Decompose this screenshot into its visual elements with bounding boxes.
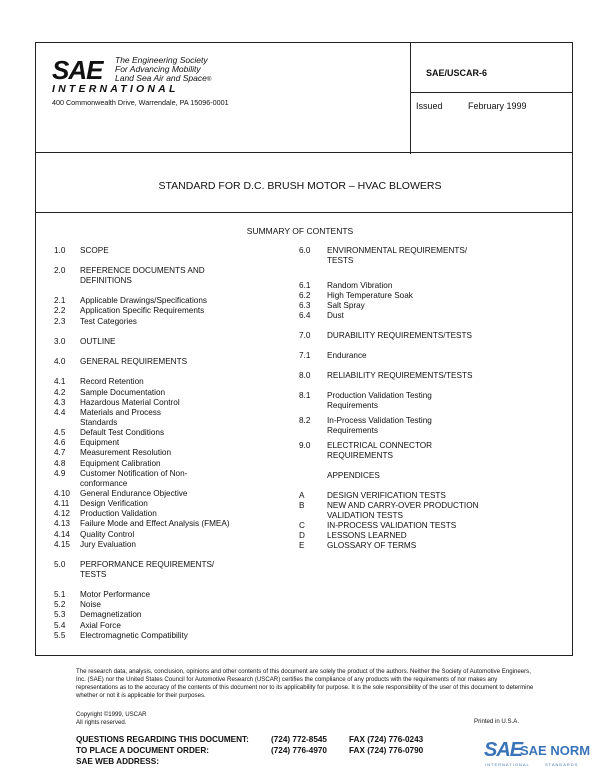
toc-entry-title bbox=[80, 428, 164, 438]
toc-entry-title bbox=[80, 631, 188, 641]
toc-entry-title bbox=[80, 448, 171, 458]
toc-entry-line: Axial Force bbox=[80, 621, 121, 630]
toc-entry-title bbox=[80, 306, 204, 316]
order-label: TO PLACE A DOCUMENT ORDER: bbox=[76, 746, 209, 755]
toc-entry-line: Requirements bbox=[327, 401, 378, 410]
toc-entry-line: GENERAL REQUIREMENTS bbox=[80, 357, 188, 366]
toc-entry-title bbox=[80, 266, 205, 286]
toc-entry-line: Quality Control bbox=[80, 530, 135, 539]
toc-entry-title bbox=[80, 519, 230, 529]
toc-entry-number: E bbox=[299, 541, 305, 550]
toc-entry-title bbox=[327, 391, 432, 411]
toc-entry-number: B bbox=[299, 501, 305, 510]
issued-label: Issued bbox=[416, 101, 443, 111]
toc-entry-title bbox=[80, 398, 180, 408]
toc-entry-line: Record Retention bbox=[80, 377, 144, 386]
toc-entry-number: 4.6 bbox=[54, 438, 66, 447]
toc-entry-number: 5.4 bbox=[54, 621, 66, 630]
toc-entry-line: Random Vibration bbox=[327, 281, 393, 290]
toc-entry-number: 4.8 bbox=[54, 459, 66, 468]
toc-entry-number: 7.0 bbox=[299, 331, 311, 340]
questions-phone: (724) 772-8545 bbox=[271, 735, 327, 744]
toc-entry-title bbox=[327, 521, 456, 531]
toc-entry-number: 6.2 bbox=[299, 291, 311, 300]
toc-entry-number: 3.0 bbox=[54, 337, 66, 346]
tagline-line: Land Sea Air and Space® bbox=[115, 73, 212, 83]
toc-entry-number: 4.7 bbox=[54, 448, 66, 457]
toc-entry-line: TESTS bbox=[80, 570, 107, 579]
toc-entry-number: 4.12 bbox=[54, 509, 70, 518]
toc-entry-line: RELIABILITY REQUIREMENTS/TESTS bbox=[327, 371, 473, 380]
toc-entry-title bbox=[80, 610, 141, 620]
sae-norm-text: SAE NORM bbox=[520, 743, 591, 758]
toc-entry-line: IN-PROCESS VALIDATION TESTS bbox=[327, 521, 457, 530]
toc-entry-number: 5.3 bbox=[54, 610, 66, 619]
toc-entry-line: Standards bbox=[80, 418, 118, 427]
sae-tagline bbox=[115, 56, 211, 85]
toc-entry-title bbox=[327, 501, 479, 521]
toc-entry-title bbox=[327, 531, 407, 541]
toc-entry-line: conformance bbox=[80, 479, 128, 488]
toc-entry-number: 2.3 bbox=[54, 317, 66, 326]
toc-entry-title bbox=[327, 331, 472, 341]
toc-entry-number: 4.10 bbox=[54, 489, 70, 498]
toc-entry-line: GLOSSARY OF TERMS bbox=[327, 541, 417, 550]
toc-entry-line: NEW AND CARRY-OVER PRODUCTION bbox=[327, 501, 479, 510]
toc-entry-line: DEFINITIONS bbox=[80, 276, 132, 285]
toc-entry-title bbox=[327, 301, 365, 311]
header-vertical-divider bbox=[410, 42, 411, 154]
sae-norm-sub-right: STANDARDS bbox=[545, 762, 579, 767]
toc-entry-line: REQUIREMENTS bbox=[327, 451, 393, 460]
toc-entry-line: Electromagnetic Compatibility bbox=[80, 631, 188, 640]
toc-entry-line: Salt Spray bbox=[327, 301, 365, 310]
toc-entry-title bbox=[80, 388, 165, 398]
toc-entry-number: 5.1 bbox=[54, 590, 66, 599]
toc-entry-line: Test Categories bbox=[80, 317, 137, 326]
toc-entry-line: Noise bbox=[80, 600, 101, 609]
registered-mark: ® bbox=[206, 77, 212, 83]
toc-entry-number: 4.0 bbox=[54, 357, 66, 366]
toc-entry-number: 5.5 bbox=[54, 631, 66, 640]
toc-entry-number: 8.1 bbox=[299, 391, 311, 400]
toc-entry-number: 4.15 bbox=[54, 540, 70, 549]
toc-entry-title bbox=[80, 540, 136, 550]
toc-entry-number: 4.3 bbox=[54, 398, 66, 407]
toc-entry-line: Requirements bbox=[327, 426, 378, 435]
toc-entry-number: C bbox=[299, 521, 305, 530]
document-number: SAE/USCAR-6 bbox=[426, 68, 488, 78]
toc-entry-number: 2.0 bbox=[54, 266, 66, 275]
toc-entry-number: 5.2 bbox=[54, 600, 66, 609]
toc-entry-line: PERFORMANCE REQUIREMENTS/ bbox=[80, 560, 215, 569]
toc-entry-title bbox=[80, 337, 116, 347]
copyright bbox=[76, 711, 147, 727]
toc-entry-line: Endurance bbox=[327, 351, 367, 360]
toc-entry-line: High Temperature Soak bbox=[327, 291, 413, 300]
toc-entry-line: Equipment bbox=[80, 438, 120, 447]
copyright-line: Copyright ©1999, USCAR bbox=[76, 711, 147, 718]
toc-entry-number: 8.2 bbox=[299, 416, 311, 425]
toc-entry-title bbox=[80, 246, 109, 256]
toc-entry-title bbox=[80, 600, 101, 610]
tagline-line: For Advancing Mobility bbox=[115, 64, 201, 74]
issued-date bbox=[416, 101, 527, 111]
toc-entry-number: 2.2 bbox=[54, 306, 66, 315]
toc-entry-line: Materials and Process bbox=[80, 408, 161, 417]
toc-entry-title bbox=[80, 357, 187, 367]
toc-entry-title bbox=[80, 560, 214, 580]
toc-entry-line: VALIDATION TESTS bbox=[327, 511, 403, 520]
toc-entry-number: 7.1 bbox=[299, 351, 311, 360]
toc-entry-title bbox=[327, 291, 413, 301]
toc-entry-number: 1.0 bbox=[54, 246, 66, 255]
toc-entry-line: Default Test Conditions bbox=[80, 428, 165, 437]
toc-entry-number: A bbox=[299, 491, 305, 500]
disclaimer: The research data, analysis, conclusion, opinions and other contents of this document are solely the product of the authors. Neither the Society of Automotive Engineers, Inc. (SAE) nor the United States Council for Automotive Research (USCAR) certifies the compliance of any products with the requirements of nor makes any representations as to the accuracy of the contents of this document nor to its applicability for purpose. It is the sole responsibility of the user of this document to determine whether or not it is applicable for their purposes. bbox=[76, 668, 534, 699]
sae-norm-sub-left: INTERNATIONAL bbox=[485, 762, 530, 767]
toc-entry-line: SCOPE bbox=[80, 246, 109, 255]
toc-entry-line: ENVIRONMENTAL REQUIREMENTS/ bbox=[327, 246, 468, 255]
toc-entry-line: Production Validation bbox=[80, 509, 157, 518]
toc-entry-number: 4.1 bbox=[54, 377, 66, 386]
toc-entry-number: 2.1 bbox=[54, 296, 66, 305]
sae-norm-mark: SAE bbox=[484, 739, 523, 761]
toc-entry-number: 6.0 bbox=[299, 246, 311, 255]
toc-entry-line: OUTLINE bbox=[80, 337, 116, 346]
toc-entry-number: 6.3 bbox=[299, 301, 311, 310]
toc-entry-title bbox=[80, 408, 161, 428]
toc-entry-number: 8.0 bbox=[299, 371, 311, 380]
toc-entry-title bbox=[327, 246, 467, 266]
toc-entry-line: Dust bbox=[327, 311, 344, 320]
toc-entry-title bbox=[80, 530, 134, 540]
sae-logo: SAE bbox=[52, 55, 103, 85]
copyright-line: All rights reserved. bbox=[76, 719, 127, 726]
toc-entry-title bbox=[80, 438, 119, 448]
toc-entry-title bbox=[327, 311, 344, 321]
toc-entry-title bbox=[80, 590, 150, 600]
summary-heading: SUMMARY OF CONTENTS bbox=[246, 226, 354, 236]
toc-entry-line: Sample Documentation bbox=[80, 388, 166, 397]
toc-entry-title bbox=[80, 621, 121, 631]
toc-entry-line: ELECTRICAL CONNECTOR bbox=[327, 441, 433, 450]
toc-entry-title bbox=[80, 489, 187, 499]
toc-entry-line: Production Validation Testing bbox=[327, 391, 432, 400]
international-wordmark: INTERNATIONAL bbox=[52, 83, 179, 95]
toc-entry-line: REFERENCE DOCUMENTS AND bbox=[80, 266, 205, 275]
toc-entry-title bbox=[327, 416, 432, 436]
toc-entry-line: Jury Evaluation bbox=[80, 540, 136, 549]
questions-fax: FAX (724) 776-0243 bbox=[349, 735, 424, 744]
toc-entry-number: 4.11 bbox=[54, 499, 70, 508]
toc-entry-title bbox=[327, 281, 392, 291]
toc-entry-number: 4.4 bbox=[54, 408, 66, 417]
toc-entry-number: 4.5 bbox=[54, 428, 66, 437]
toc-entry-line: DESIGN VERIFICATION TESTS bbox=[327, 491, 446, 500]
toc-entry-title bbox=[80, 317, 137, 327]
toc-entry-title bbox=[80, 499, 148, 509]
toc-entry-title bbox=[327, 441, 432, 461]
header-divider bbox=[35, 152, 573, 153]
toc-entry-line: Demagnetization bbox=[80, 610, 142, 619]
document-title: STANDARD FOR D.C. BRUSH MOTOR – HVAC BLOWERS bbox=[158, 180, 442, 192]
toc-entry-title bbox=[80, 459, 161, 469]
toc-entry-line: Equipment Calibration bbox=[80, 459, 161, 468]
order-fax: FAX (724) 776-0790 bbox=[349, 746, 424, 755]
toc-entry-number: 4.13 bbox=[54, 519, 70, 528]
toc-entry-number: 4.2 bbox=[54, 388, 66, 397]
toc-entry-line: Applicable Drawings/Specifications bbox=[80, 296, 207, 305]
title-divider bbox=[35, 212, 573, 213]
tagline-line: The Engineering Society bbox=[115, 55, 208, 65]
docnum-divider bbox=[410, 92, 573, 93]
toc-entry-number: 6.4 bbox=[299, 311, 311, 320]
toc-entry-line: Failure Mode and Effect Analysis (FMEA) bbox=[80, 519, 230, 528]
toc-entry-line: DURABILITY REQUIREMENTS/TESTS bbox=[327, 331, 472, 340]
toc-entry-line: Customer Notification of Non- bbox=[80, 469, 188, 478]
order-phone: (724) 776-4970 bbox=[271, 746, 327, 755]
questions-label: QUESTIONS REGARDING THIS DOCUMENT: bbox=[76, 735, 249, 744]
toc-entry-line: Application Specific Requirements bbox=[80, 306, 205, 315]
toc-entry-number: D bbox=[299, 531, 305, 540]
toc-entry-line: TESTS bbox=[327, 256, 354, 265]
web-label: SAE WEB ADDRESS: bbox=[76, 757, 159, 766]
toc-entry-line: Measurement Resolution bbox=[80, 448, 172, 457]
issued-value: February 1999 bbox=[468, 101, 527, 111]
toc-entry-number: 4.14 bbox=[54, 530, 70, 539]
toc-entry-title bbox=[327, 491, 446, 501]
toc-entry-title bbox=[327, 541, 416, 551]
toc-entry-line: APPENDICES bbox=[327, 471, 380, 480]
toc-entry-title bbox=[80, 377, 144, 387]
toc-entry-line: LESSONS LEARNED bbox=[327, 531, 407, 540]
toc-entry-line: Motor Performance bbox=[80, 590, 151, 599]
toc-entry-number: 6.1 bbox=[299, 281, 311, 290]
toc-entry-title bbox=[327, 371, 472, 381]
toc-entry-title bbox=[80, 509, 157, 519]
toc-entry-line: Hazardous Material Control bbox=[80, 398, 180, 407]
toc-entry-number: 9.0 bbox=[299, 441, 311, 450]
toc-entry-number: 5.0 bbox=[54, 560, 66, 569]
toc-entry-number: 4.9 bbox=[54, 469, 66, 478]
toc-entry-title bbox=[327, 351, 367, 361]
toc-entry-line: In-Process Validation Testing bbox=[327, 416, 432, 425]
toc-entry-title bbox=[80, 469, 187, 489]
sae-address: 400 Commonwealth Drive, Warrendale, PA 15096-0001 bbox=[52, 98, 229, 107]
toc-entry-title bbox=[80, 296, 207, 306]
toc-entry-line: General Endurance Objective bbox=[80, 489, 188, 498]
printed-in: Printed in U.S.A. bbox=[474, 718, 520, 725]
toc-entry-title bbox=[327, 471, 380, 481]
toc-entry-line: Design Verification bbox=[80, 499, 148, 508]
